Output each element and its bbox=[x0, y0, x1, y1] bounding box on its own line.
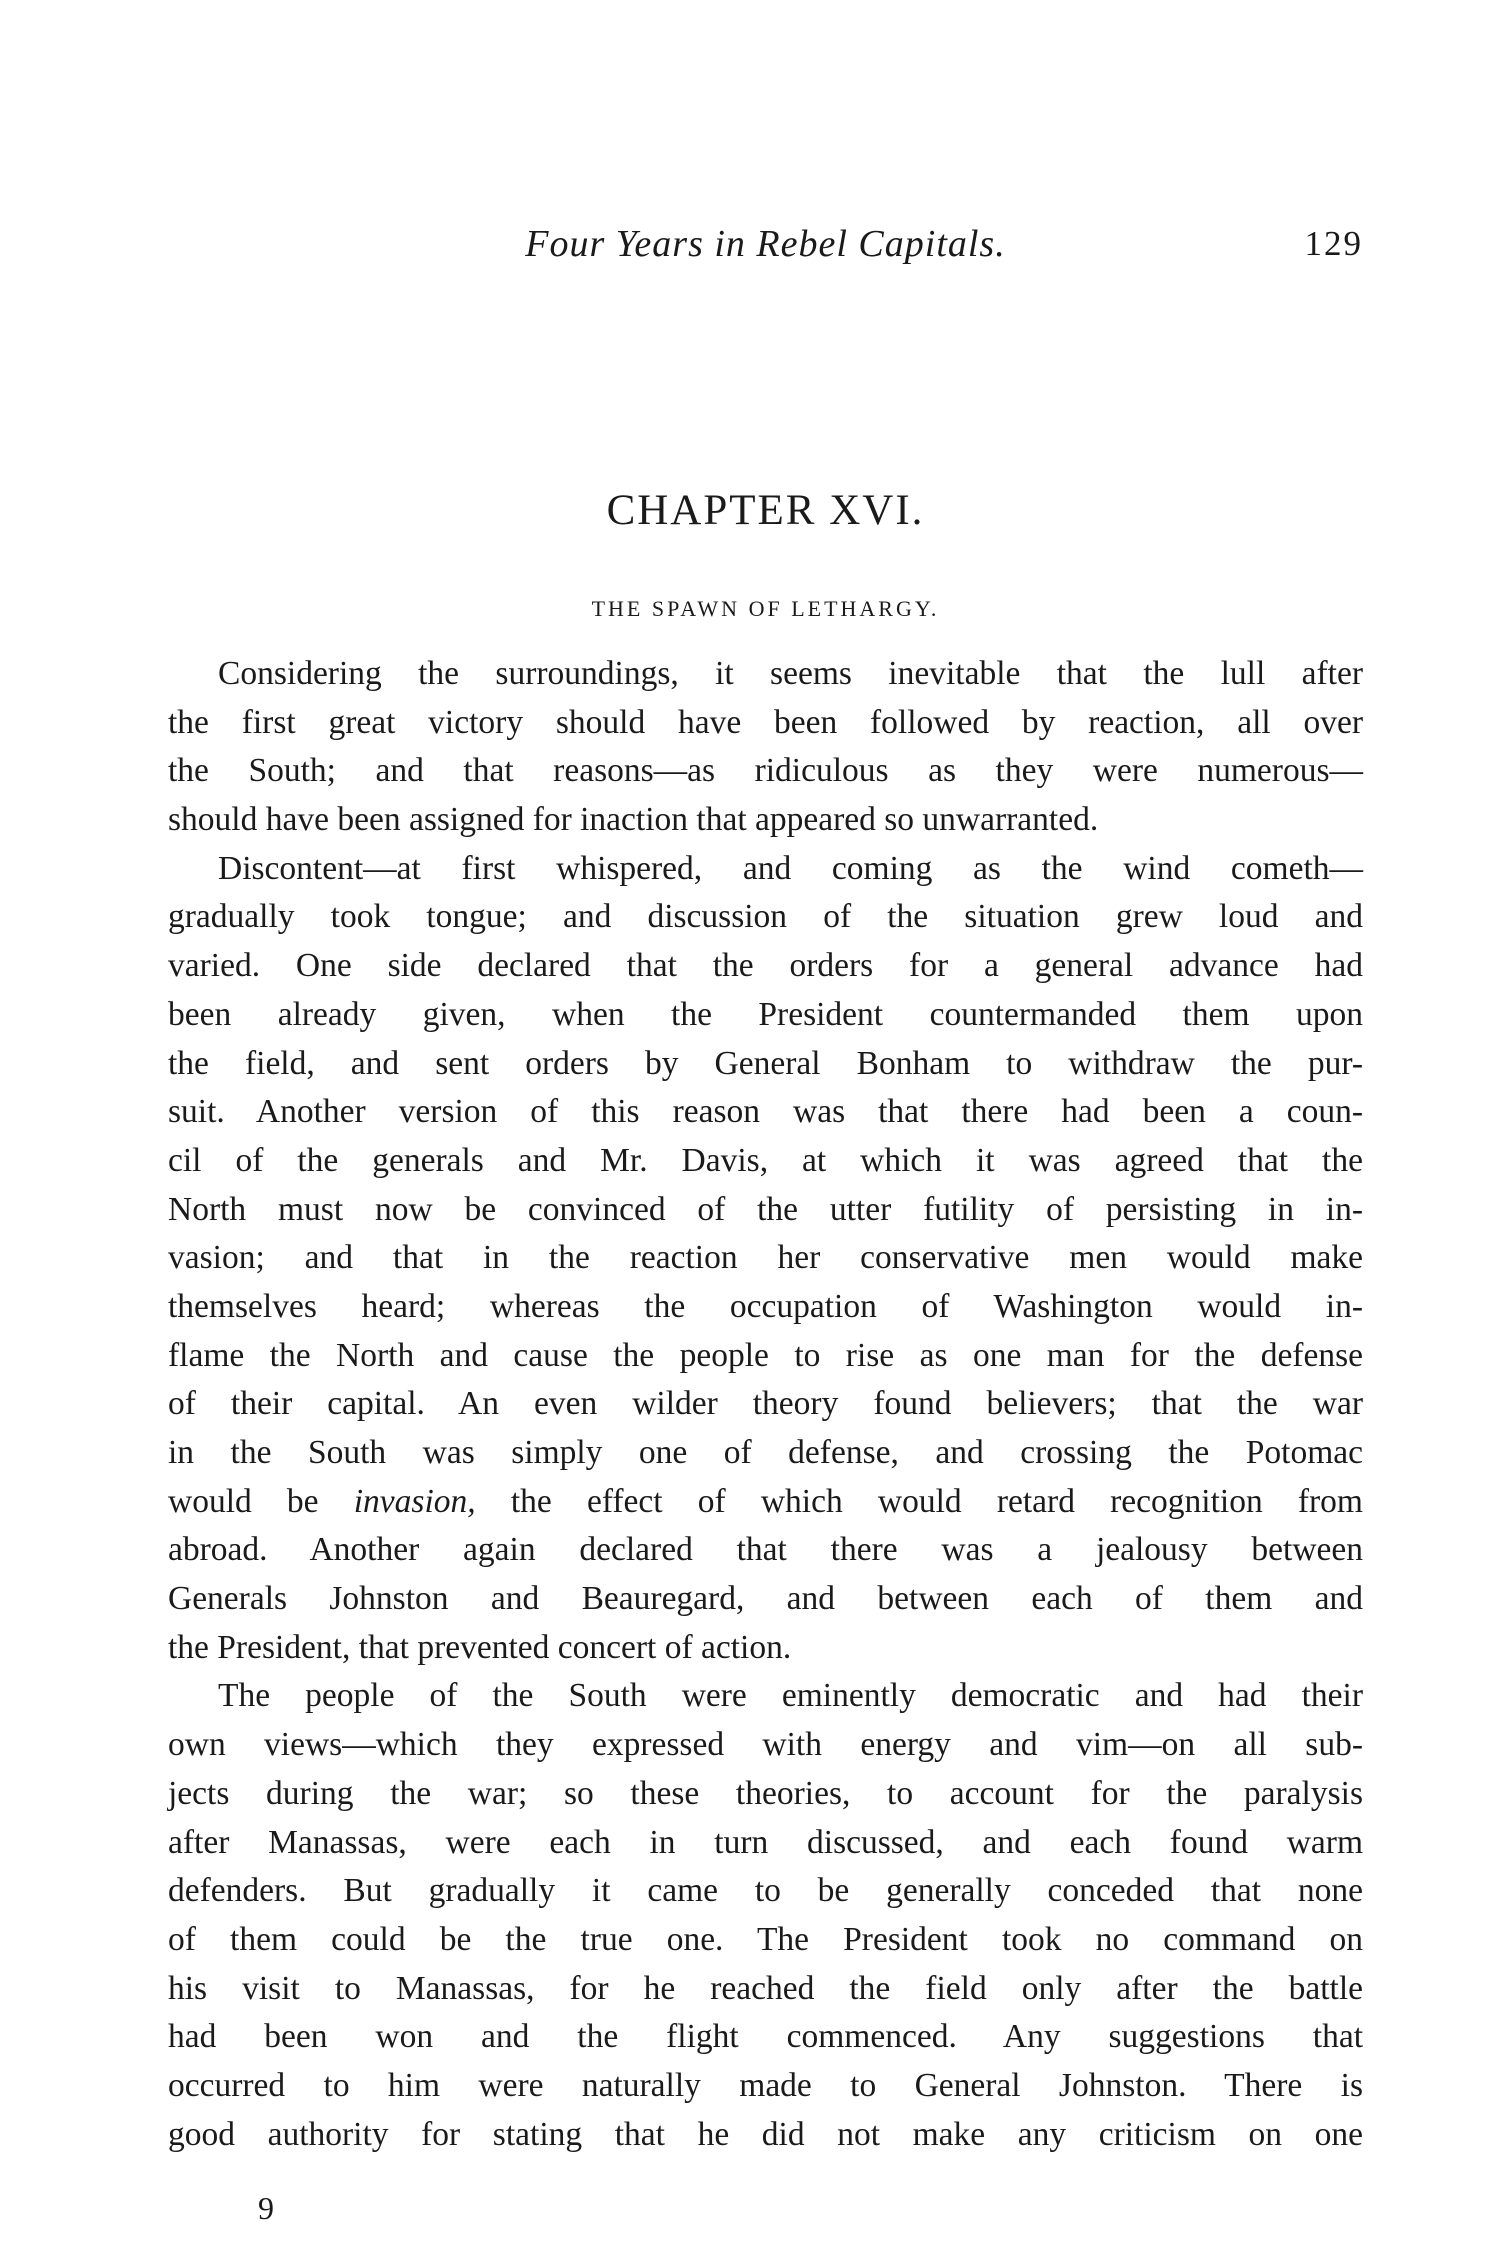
book-page bbox=[168, 0, 1363, 2260]
text-line: the field, and sent orders by General Bonham to withdraw the pur- bbox=[168, 1044, 1363, 1082]
text-line: good authority for stating that he did not make any criticism on one bbox=[168, 2115, 1363, 2153]
text-line: Generals Johnston and Beauregard, and between each of them and bbox=[168, 1580, 1363, 1618]
running-head bbox=[168, 222, 1363, 272]
text-line: jects during the war; so these theories, to account for the paralysis bbox=[168, 1774, 1363, 1812]
text-line: abroad. Another again declared that there was a jealousy between bbox=[168, 1531, 1363, 1569]
text-line: after Manassas, were each in turn discussed, and each found warm bbox=[168, 1823, 1363, 1861]
text-line: should have been assigned for inaction that appeared so unwarranted. bbox=[168, 801, 1099, 839]
signature-mark: 9 bbox=[258, 2190, 274, 2226]
text-line: vasion; and that in the reaction her conservative men would make bbox=[168, 1239, 1363, 1277]
text-line: flame the North and cause the people to rise as one man for the defense bbox=[168, 1336, 1363, 1374]
text-line: in the South was simply one of defense, and crossing the Potomac bbox=[168, 1434, 1363, 1471]
text-line: been already given, when the President countermanded them upon bbox=[168, 995, 1363, 1033]
text-line: suit. Another version of this reason was that there had been a coun- bbox=[168, 1093, 1363, 1131]
chapter-title: CHAPTER XVI. bbox=[606, 487, 925, 534]
text-line: defenders. But gradually it came to be generally conceded that none bbox=[168, 1872, 1363, 1910]
text-line: occurred to him were naturally made to General Johnston. There is bbox=[168, 2066, 1363, 2104]
text-line: gradually took tongue; and discussion of the situation grew loud and bbox=[168, 898, 1363, 936]
text-line: varied. One side declared that the orders for a general advance had bbox=[168, 947, 1363, 985]
text-line: of them could be the true one. The President took no command on bbox=[168, 1920, 1363, 1958]
text-line: the first great victory should have been followed by reaction, all over bbox=[168, 703, 1363, 741]
text-line: of their capital. An even wilder theory found believers; that the war bbox=[168, 1385, 1363, 1423]
text-line: own views—which they expressed with energy and vim—on all sub- bbox=[168, 1726, 1363, 1764]
italic-word: invasion, bbox=[353, 1482, 476, 1520]
chapter-subtitle: THE SPAWN OF LETHARGY. bbox=[591, 596, 940, 621]
text-line: themselves heard; whereas the occupation of Washington would in- bbox=[168, 1287, 1363, 1325]
page-number: 129 bbox=[1304, 224, 1363, 263]
text-line: North must now be convinced of the utter futility of persisting in in- bbox=[168, 1190, 1363, 1228]
text-line: the President, that prevented concert of action. bbox=[168, 1628, 792, 1666]
text-line: had been won and the flight commenced. Any suggestions that bbox=[168, 2018, 1363, 2056]
text-line-with-italic: would be invasion, the effect of which would retard recognition from bbox=[168, 1482, 1363, 1520]
text-line: his visit to Manassas, for he reached the field only after the battle bbox=[168, 1969, 1363, 2007]
body-text bbox=[168, 650, 1363, 2159]
text-line: the South; and that reasons—as ridiculous as they were numerous— bbox=[168, 752, 1363, 790]
text-line: Discontent—at first whispered, and coming as the wind cometh— bbox=[218, 849, 1363, 887]
text-line: Considering the surroundings, it seems inevitable that the lull after bbox=[218, 655, 1363, 692]
running-title: Four Years in Rebel Capitals. bbox=[525, 223, 1006, 265]
text-line: cil of the generals and Mr. Davis, at which it was agreed that the bbox=[168, 1141, 1363, 1179]
text-line: The people of the South were eminently democratic and had their bbox=[218, 1677, 1363, 1715]
